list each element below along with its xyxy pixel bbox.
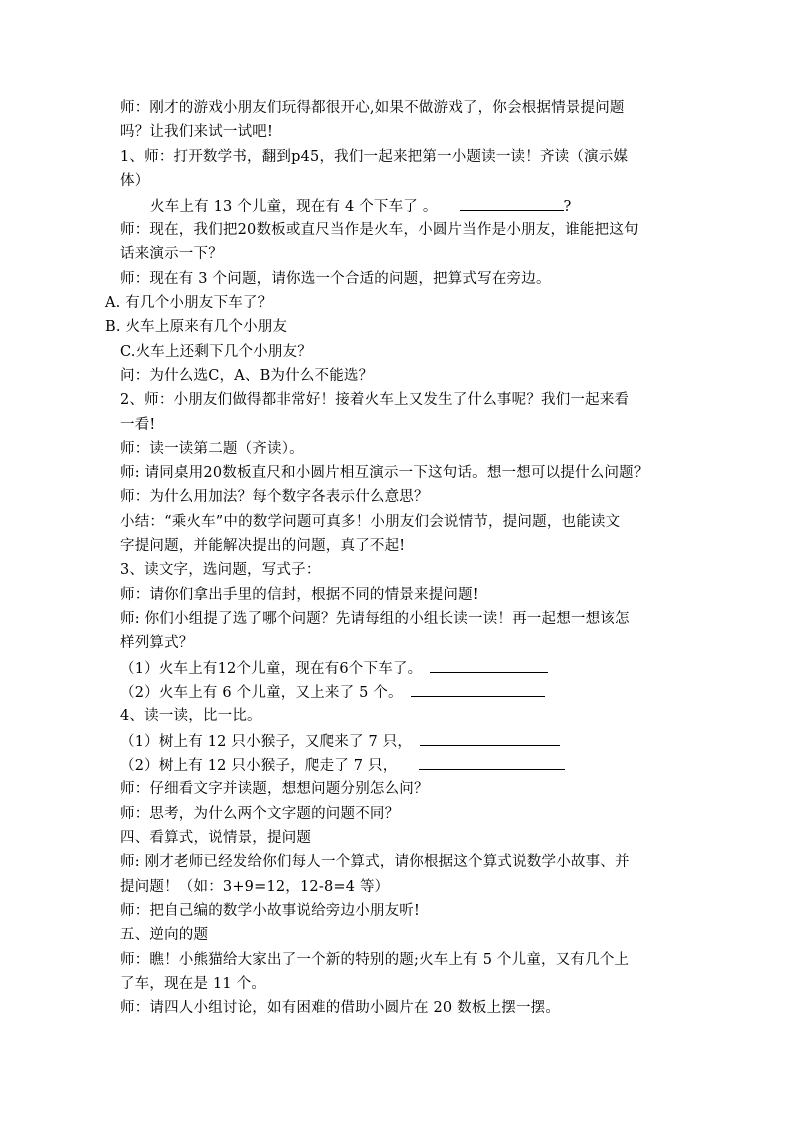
question-line [150,196,572,217]
text-line: 师: 请同桌用20数板直尺和小圆片相互演示一下这句话。想一想可以提什么问题？ [120,465,649,481]
text-line: 了车，现在是 11 个。 [120,976,267,992]
text-line: 问：为什么选C，A、B为什么不能选？ [120,368,374,384]
text-line: 师：现在，我们把20数板或直尺当作是火车，小圆片当作是小朋友，谁能把这句 [120,222,639,238]
text-line: 样列算式？ [120,635,194,651]
answer-blank [430,658,548,673]
text-line: 师: 刚才老师已经发给你们每人一个算式，请你根据这个算式说数学小故事、并 [120,854,630,870]
text-line: 师: 你们小组提了选了哪个问题？先请每组的小组长读一读！再一起想一想该怎 [120,611,630,627]
text-line: 师：刚才的游戏小朋友们玩得都很开心,如果不做游戏了，你会根据情景提问题 [120,100,625,116]
text-line: 师：为什么用加法？每个数字各表示什么意思？ [120,489,429,505]
exercise-text: （2）树上有 12 只小猴子，爬走了 7 只， [120,758,398,774]
text-line: 师：现在有 3 个问题，请你选一个合适的问题，把算式写在旁边。 [120,271,551,287]
text-line: 体） [120,173,150,189]
option-c: C.火车上还剩下几个小朋友？ [120,344,312,360]
text-line: 师：思考，为什么两个文字题的问题不同？ [120,806,400,822]
option-b: B. 火车上原来有几个小朋友 [105,319,288,335]
text-line: 师：仔细看文字并读题，想想问题分别怎么问？ [120,781,429,797]
text-line: 话来演示一下？ [120,246,223,262]
exercise-text: （1）树上有 12 只小猴子，又爬来了 7 只， [120,734,413,750]
exercise-line [120,658,548,679]
text-line: 提问题！（如：3+9=12，12-8=4 等） [120,879,390,895]
question-mark: ? [563,199,572,215]
exercise-text: （2）火车上有 6 个儿童，又上来了 5 个。 [120,685,403,701]
text-line: 一看! [120,417,156,433]
section-heading: 3、读文字，选问题，写式子： [120,562,321,578]
option-a: A. 有几个小朋友下车了？ [105,295,273,311]
section-heading: 4、读一读，比一比。 [120,708,262,724]
question-text: 火车上有 13 个儿童，现在有 4 个下车了 。 [150,199,438,215]
exercise-line [120,755,565,776]
text-line: 2、师：小朋友们做得都非常好！接着火车上又发生了什么事呢？我们一起来看 [120,392,630,408]
answer-blank [419,755,565,770]
text-line: 1、师：打开数学书，翻到p45，我们一起来把第一小题读一读！齐读（演示媒 [120,149,629,165]
exercise-line [120,731,560,752]
text-line: 师：读一读第二题（齐读）。 [120,441,304,457]
section-heading: 五、逆向的题 [120,927,209,943]
text-line: 师：请四人小组讨论，如有困难的借助小圆片在 20 数板上摆一摆。 [120,1000,561,1016]
text-line: 师：请你们拿出手里的信封，根据不同的情景来提问题! [120,587,479,603]
summary-line: 字提问题，并能解决提出的问题，真了不起! [120,538,406,554]
answer-blank [460,196,564,211]
text-line: 师：瞧！小熊猫给大家出了一个新的特别的题;火车上有 5 个儿童，又有几个上 [120,952,630,968]
answer-blank [411,682,545,697]
section-heading: 四、看算式，说情景，提问题 [120,830,312,846]
answer-blank [420,731,560,746]
text-line: 吗？让我们来试一试吧! [120,124,274,140]
exercise-text: （1）火车上有12个儿童，现在有6个下车了。 [120,661,423,677]
exercise-line [120,682,545,703]
summary-line: 小结：“乘火车”中的数学问题可真多！小朋友们会说情节，提问题，也能读文 [120,514,621,530]
text-line: 师：把自己编的数学小故事说给旁边小朋友听! [120,903,421,919]
